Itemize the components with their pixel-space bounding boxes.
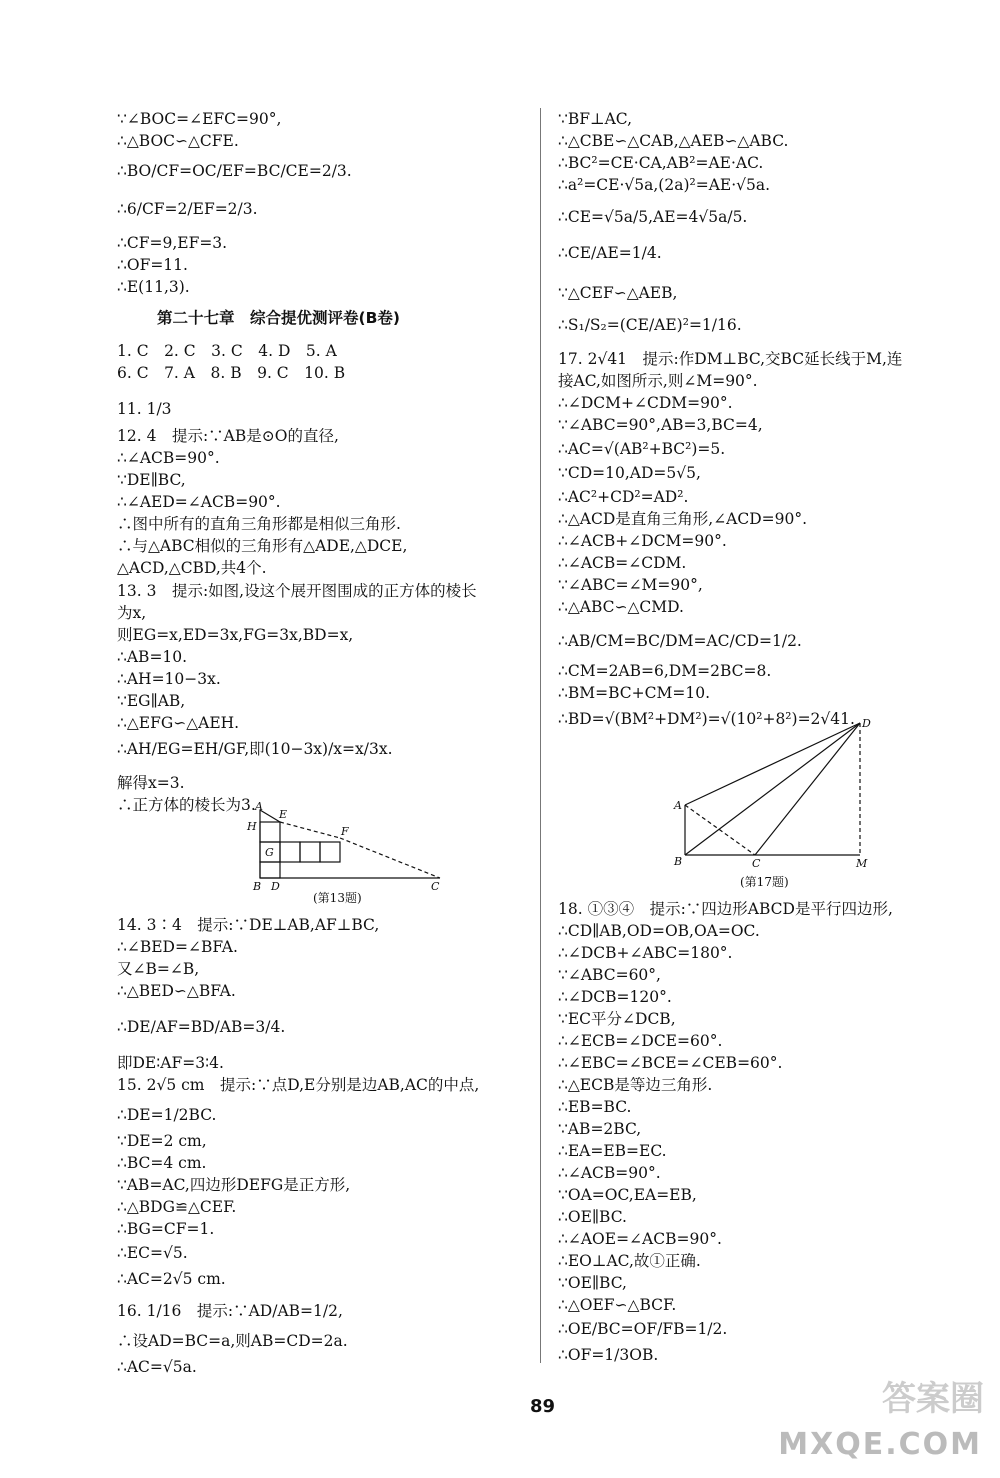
right-line: ∴EB=BC. [558, 1098, 632, 1116]
left-line: ∴BC=4 cm. [117, 1154, 207, 1172]
left-line: ∴正方体的棱长为3. [117, 796, 256, 814]
fig17-label-d: D [862, 717, 871, 730]
watermark-url: MXQE.COM [778, 1427, 982, 1462]
left-line: ∴E(11,3). [117, 278, 190, 296]
left-line: ∴DE/AF=BD/AB=3/4. [117, 1018, 286, 1036]
right-line: ∴OE∥BC. [558, 1208, 627, 1226]
right-line: ∴△ABC∽△CMD. [558, 598, 684, 616]
right-line: 接AC,如图所示,则∠M=90°. [558, 372, 758, 390]
left-line: 1. C 2. C 3. C 4. D 5. A [117, 342, 337, 360]
left-line: 16. 1/16 提示:∵AD/AB=1/2, [117, 1302, 343, 1320]
left-line: ∵∠BOC=∠EFC=90°, [117, 110, 282, 128]
right-line: ∴AC²+CD²=AD². [558, 488, 689, 506]
right-line: ∴∠DCM+∠CDM=90°. [558, 394, 733, 412]
left-line: ∴∠BED=∠BFA. [117, 938, 238, 956]
right-line: ∴EO⊥AC,故①正确. [558, 1252, 701, 1270]
left-line: ∴△BOC∽△CFE. [117, 132, 239, 150]
left-line: ∵DE=2 cm, [117, 1132, 207, 1150]
right-line: ∵∠ABC=90°,AB=3,BC=4, [558, 416, 763, 434]
left-line: 14. 3∶4 提示:∵DE⊥AB,AF⊥BC, [117, 916, 380, 934]
left-line: 15. 2√5 cm 提示:∵点D,E分别是边AB,AC的中点, [117, 1076, 480, 1094]
left-line: ∴DE=1/2BC. [117, 1106, 217, 1124]
right-line: ∴△ECB是等边三角形. [558, 1076, 713, 1094]
watermark-logo: 答案圈 [882, 1379, 984, 1419]
left-line: ∴OF=11. [117, 256, 188, 274]
page-number: 89 [530, 1396, 556, 1417]
left-line: ∴△EFG∽△AEH. [117, 714, 240, 732]
right-line: ∴BD=√(BM²+DM²)=√(10²+8²)=2√41. [558, 710, 855, 728]
left-line: ∴AB=10. [117, 648, 188, 666]
left-line: ∴AH=10−3x. [117, 670, 221, 688]
fig13-label-f: F [341, 825, 349, 838]
figure-13 [245, 800, 455, 895]
left-line: 第二十七章 综合提优测评卷(B卷) [157, 309, 400, 327]
fig17-label-m: M [856, 857, 868, 870]
right-line: ∵OE∥BC, [558, 1274, 627, 1292]
right-line: ∴∠AOE=∠ACB=90°. [558, 1230, 722, 1248]
left-line: ∴BO/CF=OC/EF=BC/CE=2/3. [117, 162, 352, 180]
left-line: ∴AC=2√5 cm. [117, 1270, 226, 1288]
left-line: ∴△BDG≌△CEF. [117, 1198, 237, 1216]
left-line: 即DE∶AF=3∶4. [117, 1054, 224, 1072]
right-line: ∴△CBE∽△CAB,△AEB∽△ABC. [558, 132, 789, 150]
left-line: 6. C 7. A 8. B 9. C 10. B [117, 364, 346, 382]
fig13-label-e: E [279, 808, 288, 821]
right-line: ∴△ACD是直角三角形,∠ACD=90°. [558, 510, 808, 528]
right-line: ∴CE/AE=1/4. [558, 244, 662, 262]
right-line: ∴OE/BC=OF/FB=1/2. [558, 1320, 728, 1338]
fig13-label-a: A [255, 800, 263, 813]
left-line: 又∠B=∠B, [117, 960, 200, 978]
right-line: ∵AB=2BC, [558, 1120, 642, 1138]
right-line: ∵∠ABC=∠M=90°, [558, 576, 703, 594]
left-line: ∴设AD=BC=a,则AB=CD=2a. [117, 1332, 348, 1350]
left-line: 则EG=x,ED=3x,FG=3x,BD=x, [117, 626, 354, 644]
right-line: ∴△OEF∽△BCF. [558, 1296, 677, 1314]
right-line: 17. 2√41 提示:作DM⊥BC,交BC延长线于M,连 [558, 350, 903, 368]
left-line: ∴∠ACB=90°. [117, 449, 220, 467]
right-line: ∴∠ACB+∠DCM=90°. [558, 532, 727, 550]
left-line: ∴∠AED=∠ACB=90°. [117, 493, 281, 511]
left-line: ∵AB=AC,四边形DEFG是正方形, [117, 1176, 351, 1194]
left-line: ∴EC=√5. [117, 1244, 188, 1262]
right-line: ∴∠ACB=∠CDM. [558, 554, 687, 572]
fig13-label-c: C [431, 880, 440, 893]
figure-13-caption: (第13题) [313, 891, 362, 905]
right-line: ∴∠ECB=∠DCE=60°. [558, 1032, 723, 1050]
figure-17 [670, 715, 875, 875]
left-line: ∵EG∥AB, [117, 692, 186, 710]
right-line: ∴OF=1/3OB. [558, 1346, 659, 1364]
right-line: ∴EA=EB=EC. [558, 1142, 667, 1160]
right-line: ∴∠EBC=∠BCE=∠CEB=60°. [558, 1054, 783, 1072]
right-line: ∵EC平分∠DCB, [558, 1010, 676, 1028]
right-line: ∴CM=2AB=6,DM=2BC=8. [558, 662, 772, 680]
left-line: 解得x=3. [117, 774, 185, 792]
fig17-label-b: B [674, 855, 683, 868]
right-line: ∴CE=√5a/5,AE=4√5a/5. [558, 208, 748, 226]
fig17-label-c: C [752, 857, 761, 870]
right-line: ∴∠DCB+∠ABC=180°. [558, 944, 733, 962]
right-line: ∴CD∥AB,OD=OB,OA=OC. [558, 922, 760, 940]
right-line: ∴AB/CM=BC/DM=AC/CD=1/2. [558, 632, 802, 650]
left-line: 11. 1/3 [117, 400, 172, 418]
fig13-label-b: B [253, 880, 262, 893]
fig17-label-a: A [674, 799, 682, 812]
left-line: 13. 3 提示:如图,设这个展开图围成的正方体的棱长 [117, 582, 477, 600]
right-line: ∴∠DCB=120°. [558, 988, 672, 1006]
right-line: ∴S₁/S₂=(CE/AE)²=1/16. [558, 316, 742, 334]
right-line: ∵∠ABC=60°, [558, 966, 661, 984]
left-line: ∴BG=CF=1. [117, 1220, 215, 1238]
left-line: ∵DE∥BC, [117, 471, 186, 489]
left-line: 12. 4 提示:∵AB是⊙O的直径, [117, 427, 339, 445]
left-line: △ACD,△CBD,共4个. [117, 559, 267, 577]
fig13-label-g: G [265, 846, 274, 859]
left-line: ∴CF=9,EF=3. [117, 234, 228, 252]
right-line: ∴a²=CE·√5a,(2a)²=AE·√5a. [558, 176, 771, 194]
left-line: ∴图中所有的直角三角形都是相似三角形. [117, 515, 401, 533]
right-line: ∵CD=10,AD=5√5, [558, 464, 701, 482]
fig13-label-d: D [271, 880, 280, 893]
left-line: ∴AC=√5a. [117, 1358, 197, 1376]
right-line: ∴AC=√(AB²+BC²)=5. [558, 440, 726, 458]
right-line: ∵BF⊥AC, [558, 110, 633, 128]
left-line: ∴6/CF=2/EF=2/3. [117, 200, 258, 218]
column-divider [540, 108, 541, 1363]
figure-17-caption: (第17题) [740, 875, 789, 889]
right-line: ∴BC²=CE·CA,AB²=AE·AC. [558, 154, 764, 172]
left-line: 为x, [117, 604, 147, 622]
right-line: 18. ①③④ 提示:∵四边形ABCD是平行四边形, [558, 900, 893, 918]
left-line: ∴与△ABC相似的三角形有△ADE,△DCE, [117, 537, 408, 555]
fig13-label-h: H [247, 820, 257, 833]
left-line: ∴AH/EG=EH/GF,即(10−3x)/x=x/3x. [117, 740, 393, 758]
right-line: ∴BM=BC+CM=10. [558, 684, 711, 702]
right-line: ∵△CEF∽△AEB, [558, 284, 678, 302]
left-line: ∴△BED∽△BFA. [117, 982, 236, 1000]
right-line: ∵OA=OC,EA=EB, [558, 1186, 697, 1204]
right-line: ∴∠ACB=90°. [558, 1164, 661, 1182]
